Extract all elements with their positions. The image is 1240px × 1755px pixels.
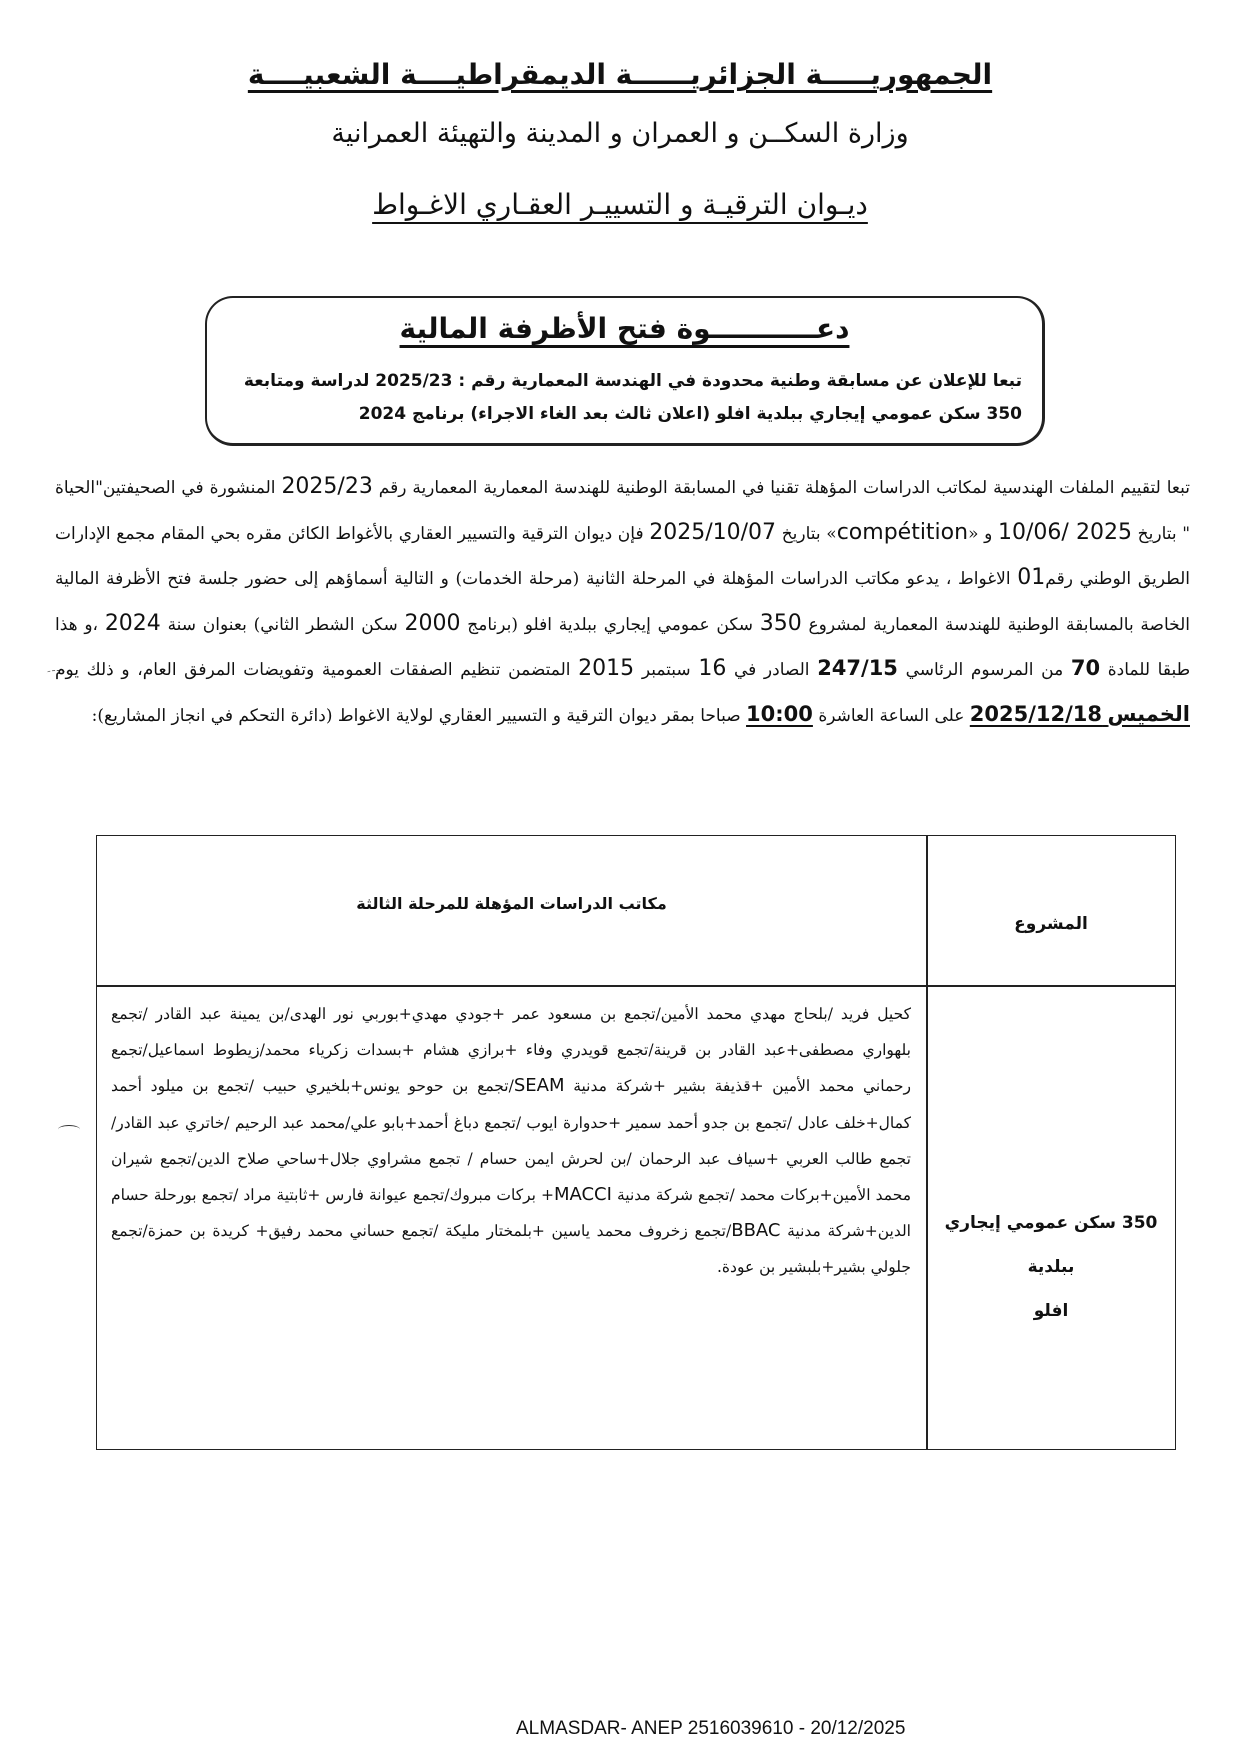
decree-number: 247/15 xyxy=(817,656,898,680)
body-text: المنشورة في الصحيفتين"الحياة " بتاريخ xyxy=(55,478,1191,544)
body-text: من المرسوم الرئاسي xyxy=(905,660,1064,680)
road-number: 01 xyxy=(1017,565,1046,590)
invitation-title xyxy=(207,312,1042,345)
offices-text: /تجمع زخروف محمد ياسين +بلمختار مليكة /تجمع حساني محمد رفيق+ كريدة بن حمزة/تجمع جلولي بشير+بلبشير بن عودة. xyxy=(111,1222,911,1277)
newspaper-name: compétition xyxy=(836,519,969,545)
table-row-divider xyxy=(97,985,1175,987)
callout-line-1: تبعا للإعلان عن مسابقة وطنية محدودة في الهندسة المعمارية رقم : 2025/23 لدراسة ومتابعة xyxy=(243,371,1022,391)
qualified-offices-table xyxy=(96,835,1176,1450)
table-row-project-cell xyxy=(927,1201,1175,1333)
offices-text: /تجمع بن حوحو يونس+بلخيري حبيب /تجمع بن ميلود أحمد كمال+خلف عادل /تجمع بن جدو أحمد سمير +حدوارة ايوب /تجمع دباغ أحمد+بابو علي/محمد عبد الرحيم /خاتري عبد القادر/تجمع طالب العربي +سياف عبد الرحمان /بن لحرش ايمن حسام / تجمع مشراوي جلال+ساحي صلاح الدين/تجمع شيران محمد الأمين+بركات محمد /تجمع شركة مدنية xyxy=(111,1077,911,1205)
footer-reference: ALMASDAR- ANEP 2516039610 - 20/12/2025 xyxy=(516,1718,906,1739)
invitation-title-text: دعـــــــــــوة فتح الأظرفة المالية xyxy=(399,312,850,345)
margin-pen-mark xyxy=(58,1125,80,1134)
announcement-body xyxy=(55,465,1190,738)
country-name-text: الجمهوريـــــة الجزائريــــــة الديمقراطيــــة الشعبيــــة xyxy=(247,58,993,91)
body-text: ،و هذا طبقا للمادة xyxy=(55,614,1191,680)
body-text: و « xyxy=(968,523,993,544)
callout-line-2: 350 سكن عمومي إيجاري ببلدية افلو (اعلان ثالث بعد الغاء الاجراء) برنامج 2024 xyxy=(358,404,1022,424)
body-text: سبتمبر xyxy=(641,660,691,680)
offices-text: + بركات مبروك/تجمع عيوانة فارس +ثابتية مراد /تجمع بورحلة حسام الدين+شركة مدنية xyxy=(111,1186,911,1241)
project-name-line: ببلدية xyxy=(1027,1257,1075,1277)
body-text: » بتاريخ xyxy=(781,523,837,544)
body-text: على الساعة العاشرة xyxy=(818,705,965,726)
office-name-text: ديـوان الترقيـة و التسييـر العقـاري الاغـواط xyxy=(372,188,868,221)
publication-date-2: 2025/10/07 xyxy=(649,519,777,545)
decree-year: 2015 xyxy=(578,656,635,681)
project-name-line: افلو xyxy=(1033,1301,1069,1321)
ministry-heading: وزارة السكــن و العمران و المدينة والتهيئة العمرانية xyxy=(331,118,909,149)
housing-units: 350 xyxy=(759,610,802,636)
article-number: 70 xyxy=(1070,656,1101,680)
project-name-line: 350 سكن عمومي إيجاري xyxy=(944,1213,1158,1233)
reference-number: 2025/23 xyxy=(281,474,373,499)
company-name: BBAC xyxy=(731,1220,781,1242)
body-text: الصادر في xyxy=(733,660,810,680)
body-text: تبعا لتقييم الملفات الهندسية لمكاتب الدراسات المؤهلة تقنيا في المسابقة الوطنية للهندسة المعمارية المعمارية رقم xyxy=(378,478,1190,498)
office-heading xyxy=(0,188,1240,221)
header-project: المشروع xyxy=(1014,914,1088,934)
session-weekday: الخميس xyxy=(1107,701,1190,726)
company-name: MACCI xyxy=(553,1184,612,1206)
table-row-offices-cell xyxy=(111,996,911,1286)
session-date: 2025/12/18 xyxy=(969,701,1103,726)
publication-date-1: 2025 /10/06 xyxy=(997,519,1133,545)
session-time: 10:00 xyxy=(746,701,813,726)
body-text: الاغواط ، يدعو مكاتب الدراسات المؤهلة في المرحلة الثانية (مرحلة الخدمات) و التالية أسماؤهم إلى حضور جلسة فتح الأظرفة المالية الخاصة بالمسابقة الوطنية للهندسة المعمارية لمشروع xyxy=(55,569,1191,635)
invitation-callout-box xyxy=(205,296,1045,446)
header-qualified-offices: مكاتب الدراسات المؤهلة للمرحلة الثالثة xyxy=(356,894,667,913)
body-text: المتضمن تنظيم الصفقات العمومية وتفويضات المرفق العام، و ذلك يوم xyxy=(55,660,571,680)
body-text: سكن الشطر الثاني) بعنوان سنة xyxy=(167,614,398,635)
company-name: SEAM xyxy=(513,1075,565,1097)
program-units: 2000 xyxy=(404,610,461,636)
decree-day: 16 xyxy=(698,656,727,681)
body-text: فإن ديوان الترقية والتسيير العقاري بالأغواط الكائن مقره بحي المقام مجمع الإدارات الطريق الوطني رقم xyxy=(55,523,1190,589)
country-name-heading xyxy=(0,58,1240,91)
body-text: صباحا بمقر ديوان الترقية و التسيير العقاري لولاية الاغواط (دائرة التحكم في انجاز المشاريع): xyxy=(91,705,741,726)
body-text: سكن عمومي إيجاري ببلدية افلو (برنامج xyxy=(467,614,753,635)
offices-text: كحيل فريد /بلحاج مهدي محمد الأمين/تجمع بن مسعود عمر +جودي مهدي+بوربي نور الهدى/بن يمينة عبد القادر /تجمع بلهواري مصطفى+عبد القادر بن قرينة/تجمع قويدري وفاء +برازي هشام +بسدات زكرياء محمد/زيطوط اسماعيل/تجمع رحماني محمد الأمين +قذيفة بشير +شركة مدنية xyxy=(111,1005,911,1096)
program-year: 2024 xyxy=(104,610,161,636)
